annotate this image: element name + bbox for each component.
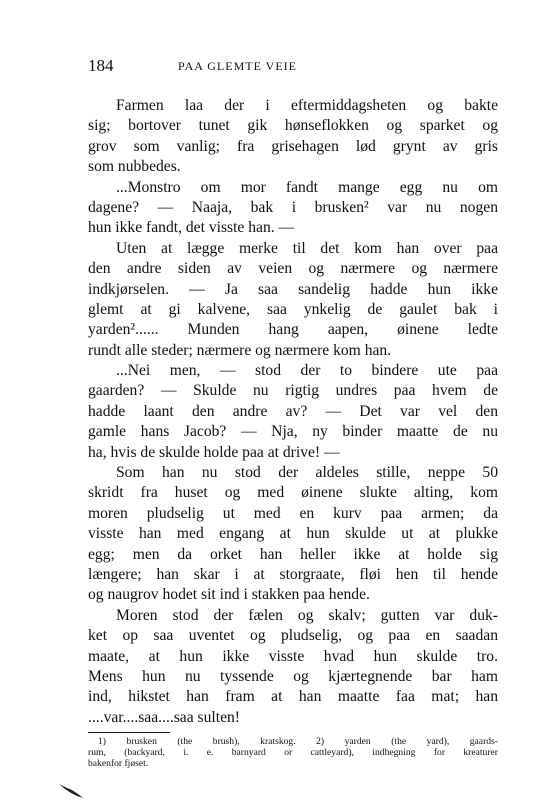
footnote-line: bakenfor fjøset. (88, 758, 149, 770)
text-line: ...Monstro om mor fandt mange egg nu om (116, 178, 498, 196)
page-header (88, 56, 498, 80)
text-line: ha, hvis de skulde holde paa at drive! — (88, 443, 340, 461)
text-line: gaarden? — Skulde nu rigtig undres paa hvem de (88, 382, 498, 400)
body-text (88, 96, 498, 728)
text-line: ....var....saa....saa sulten! (88, 708, 240, 726)
text-line: ...Nei men, — stod der to bindere ute paa (116, 362, 498, 380)
footnote-line: 1) brusken (the brush), kratskog. 2) yarden (the yard), gaards- (98, 736, 498, 748)
text-line: dagene? — Naaja, bak i brusken² var nu nogen (88, 198, 498, 216)
book-page (88, 56, 498, 769)
footnote-line: rum, (backyard, i. e. barnyard or cattleyard), indhegning for kreaturer (88, 747, 498, 759)
ink-mark-icon (58, 782, 84, 800)
text-line: sig; bortover tunet gik hønseflokken og sparket og (88, 117, 498, 135)
text-line: yarden²...... Munden hang aapen, øinene ledte (88, 321, 498, 339)
text-line: egg; men da orket han heller ikke at holde sig (88, 545, 498, 563)
text-line: den andre siden av veien og nærmere og nærmere (88, 260, 498, 278)
text-line: skridt fra huset og med øinene slukte alting, kom (88, 484, 498, 502)
text-line: ket op saa uventet og pludselig, og paa en saadan (88, 627, 498, 645)
page-number: 184 (88, 56, 114, 75)
text-line: Uten at lægge merke til det kom han over paa (116, 239, 498, 257)
text-line: Farmen laa der i eftermiddagsheten og bakte (116, 97, 498, 114)
text-line: grov som vanlig; fra grisehagen lød grynt av gris (88, 137, 498, 155)
text-line: hadde laant den andre av? — Det var vel den (88, 402, 498, 420)
text-line: som nubbedes. (88, 158, 181, 176)
text-line: længere; han skar i at storgraate, fløi hen til hende (88, 565, 498, 583)
text-line: Mens hun nu tyssende og kjærtegnende bar ham (88, 667, 498, 685)
footnotes (88, 736, 498, 769)
text-line: Som han nu stod der aldeles stille, neppe 50 (116, 464, 498, 482)
text-line: Moren stod der fælen og skalv; gutten var duk- (116, 606, 498, 624)
text-line: og naugrov hodet sit ind i stakken paa hende. (88, 586, 370, 604)
footnote-divider (88, 732, 170, 733)
text-line: hun ikke fandt, det visste han. — (88, 219, 295, 237)
text-line: gamle hans Jacob? — Nja, ny binder maatte de nu (88, 423, 498, 441)
text-line: ind, hikstet han fram at han maatte faa mat; han (88, 688, 498, 706)
text-line: glemt at gi kalvene, saa ynkelig de gaulet bak i (88, 300, 498, 318)
text-line: moren pludselig ut med en kurv paa armen; da (88, 504, 498, 522)
running-title: PAA GLEMTE VEIE (178, 59, 298, 73)
text-line: indkjørselen. — Ja saa sandelig hadde hun ikke (88, 280, 498, 298)
text-line: visste han med engang at hun skulde ut at plukke (88, 525, 498, 543)
text-line: maate, at hun ikke visste hvad hun skulde tro. (88, 647, 498, 665)
text-line: rundt alle steder; nærmere og nærmere kom han. (88, 341, 392, 359)
